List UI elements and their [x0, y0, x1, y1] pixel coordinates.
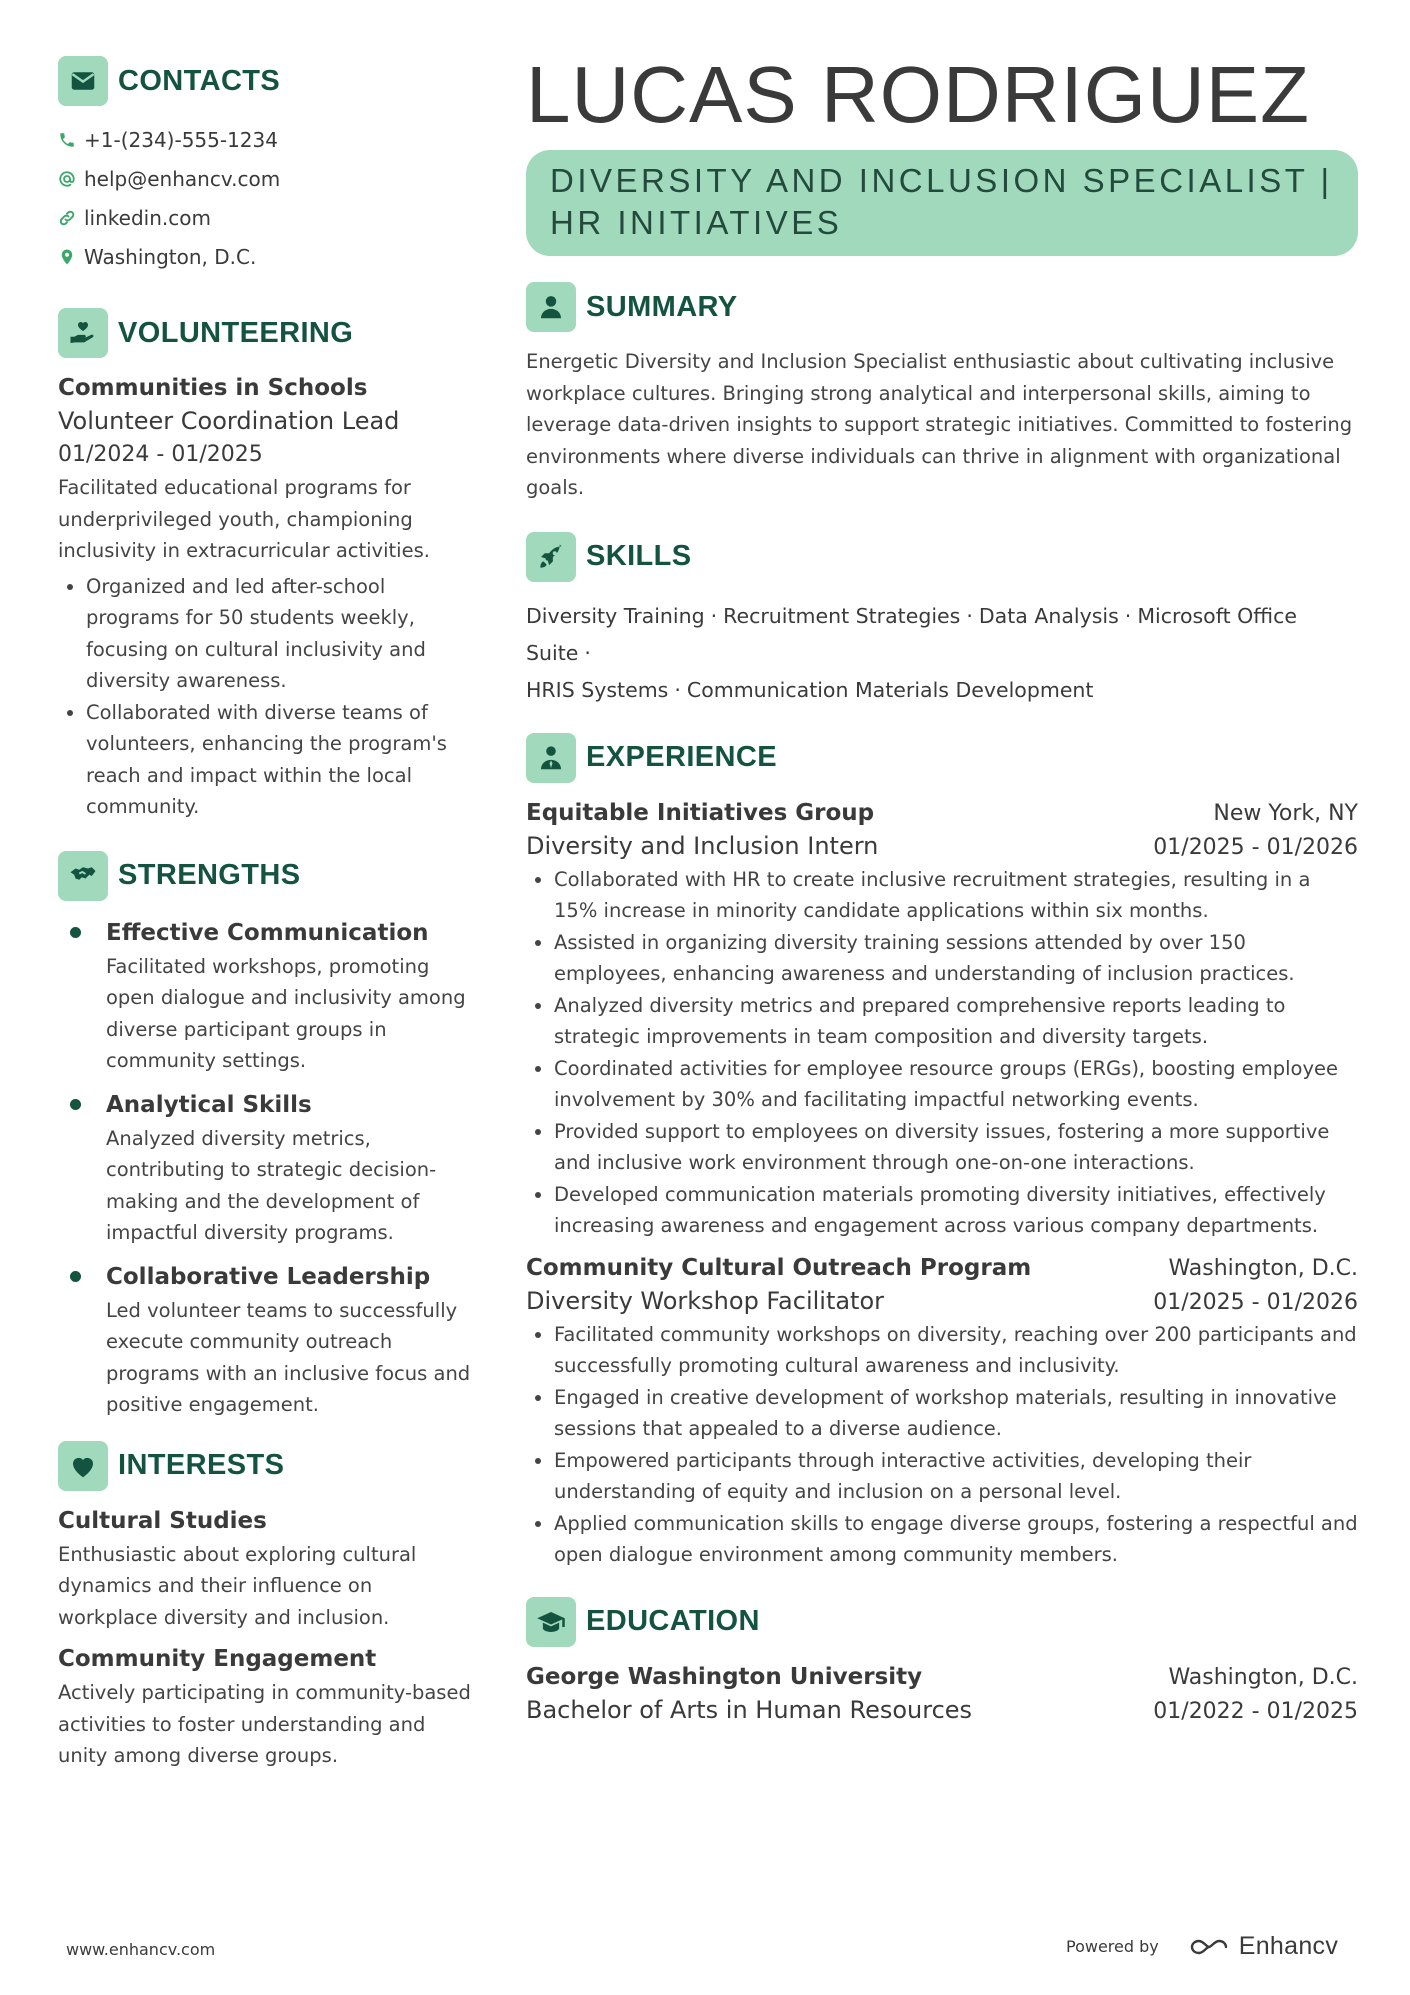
strengths-header — [58, 851, 478, 901]
contact-email-text: help@enhancv.com — [84, 166, 281, 191]
interests-header — [58, 1441, 478, 1491]
interest-item — [58, 1505, 478, 1634]
user-icon — [526, 282, 576, 332]
job-bullets — [526, 1319, 1358, 1571]
contact-list — [58, 120, 478, 276]
strength-desc: Facilitated workshops, promoting open dialogue and inclusivity among diverse participant groups in community settings. — [106, 954, 466, 1072]
job-bullets — [526, 864, 1358, 1242]
list-item: Organized and led after-school programs for 50 students weekly, focusing on cultural inclusivity and diversity awareness. — [58, 571, 478, 697]
hand-heart-icon — [58, 308, 108, 358]
volunteering-header — [58, 308, 478, 358]
bullet-dot — [70, 1099, 81, 1110]
strength-item — [58, 1087, 478, 1249]
contacts-section — [58, 56, 478, 276]
contact-phone[interactable] — [58, 120, 478, 159]
interest-item — [58, 1643, 478, 1772]
skill-item: HRIS Systems — [526, 677, 669, 702]
skills-section — [526, 532, 1358, 709]
skill-item: Data Analysis — [978, 603, 1119, 628]
summary-section — [526, 282, 1358, 504]
contact-location — [58, 237, 478, 276]
list-item: Analyzed diversity metrics and prepared comprehensive reports leading to strategic improvements in team composition and diversity targets. — [526, 990, 1358, 1053]
skills-header — [526, 532, 1358, 582]
contacts-header — [58, 56, 478, 106]
experience-section — [526, 733, 1358, 1571]
education-degree: Bachelor of Arts in Human Resources — [526, 1695, 973, 1724]
summary-text: Energetic Diversity and Inclusion Specialist enthusiastic about cultivating inclusive workplace cultures. Bringing strong analytical and interpersonal skills, aiming to leverage data-driven insights to support strategic initiatives. Committed to fostering environments where diverse individuals can thrive in alignment with organizational goals. — [526, 350, 1353, 499]
list-item: Collaborated with diverse teams of volunteers, enhancing the program's reach and impact within the local community. — [58, 697, 478, 823]
contacts-title: CONTACTS — [118, 64, 281, 97]
strengths-list — [58, 915, 478, 1421]
brand-name: Enhancv — [1238, 1932, 1339, 1960]
contact-email[interactable] — [58, 159, 478, 198]
skill-item: Microsoft Office Suite — [526, 603, 1297, 665]
skills-title: SKILLS — [586, 540, 692, 572]
link-icon — [58, 209, 84, 227]
skill-item: Diversity Training — [526, 603, 705, 628]
summary-title: SUMMARY — [586, 290, 738, 323]
experience-title: EXPERIENCE — [586, 741, 777, 773]
education-section — [526, 1597, 1358, 1728]
strength-title: Collaborative Leadership — [106, 1263, 431, 1290]
volunteer-org: Communities in Schools — [58, 375, 368, 401]
interest-title: Community Engagement — [58, 1646, 377, 1672]
strength-title: Analytical Skills — [106, 1091, 312, 1118]
handshake-icon — [58, 851, 108, 901]
list-item: Assisted in organizing diversity training sessions attended by over 150 employees, enhancing awareness and understanding of inclusion practices. — [526, 927, 1358, 990]
education-entry — [526, 1661, 1358, 1728]
rocket-icon — [526, 532, 576, 582]
interest-title: Cultural Studies — [58, 1507, 267, 1534]
strengths-section — [58, 851, 478, 1421]
education-school: George Washington University — [526, 1663, 923, 1690]
strength-desc: Led volunteer teams to successfully execute community outreach programs with an inclusive focus and positive engagement. — [106, 1298, 471, 1416]
phone-icon — [58, 131, 84, 149]
skill-item: Communication Materials Development — [686, 677, 1094, 702]
list-item: Collaborated with HR to create inclusive recruitment strategies, resulting in a 15% increase in minority candidate applications within six months. — [526, 864, 1358, 927]
left-column — [58, 56, 478, 1772]
strength-item — [58, 1259, 478, 1421]
volunteering-title: VOLUNTEERING — [118, 316, 354, 349]
right-column — [526, 50, 1358, 1728]
interests-title: INTERESTS — [118, 1449, 285, 1481]
education-location: Washington, D.C. — [1168, 1664, 1358, 1690]
bullet-dot — [70, 927, 81, 938]
summary-header — [526, 282, 1358, 332]
list-item: Facilitated community workshops on diversity, reaching over 200 participants and successfully promoting cultural awareness and inclusivity. — [526, 1319, 1358, 1382]
job-company: Community Cultural Outreach Program — [526, 1254, 1032, 1281]
education-header — [526, 1597, 1358, 1647]
strength-title: Effective Communication — [106, 919, 429, 946]
graduation-cap-icon — [526, 1597, 576, 1647]
education-title: EDUCATION — [586, 1605, 760, 1637]
volunteer-bullets — [58, 571, 478, 823]
job-company: Equitable Initiatives Group — [526, 799, 875, 826]
list-item: Developed communication materials promoting diversity initiatives, effectively increasing awareness and engagement across various company departments. — [526, 1179, 1358, 1242]
list-item: Engaged in creative development of workshop materials, resulting in innovative sessions that appealed to a diverse audience. — [526, 1382, 1358, 1445]
volunteer-role: Volunteer Coordination Lead — [58, 407, 400, 435]
enhancv-logo-icon — [1185, 1935, 1233, 1959]
list-item: Applied communication skills to engage diverse groups, fostering a respectful and open dialogue environment among community members. — [526, 1508, 1358, 1571]
job-entry — [526, 1252, 1358, 1571]
headline-banner — [526, 150, 1358, 256]
job-role: Diversity Workshop Facilitator — [526, 1286, 885, 1315]
education-dates: 01/2022 - 01/2025 — [1153, 1698, 1358, 1724]
volunteer-description: Facilitated educational programs for underprivileged youth, championing inclusivity in extracurricular activities. — [58, 476, 430, 562]
footer-branding[interactable] — [1066, 1932, 1338, 1961]
experience-header — [526, 733, 1358, 783]
location-icon — [58, 248, 84, 266]
strength-desc: Analyzed diversity metrics, contributing to strategic decision-making and the development of impactful diversity programs. — [106, 1126, 437, 1244]
contact-linkedin-text: linkedin.com — [84, 205, 211, 230]
at-icon — [58, 170, 84, 188]
job-role: Diversity and Inclusion Intern — [526, 831, 879, 860]
envelope-icon — [58, 56, 108, 106]
contact-linkedin[interactable] — [58, 198, 478, 237]
job-location: Washington, D.C. — [1168, 1255, 1358, 1281]
interests-list — [58, 1505, 478, 1772]
headline-text: DIVERSITY AND INCLUSION SPECIALIST | HR INITIATIVES — [550, 162, 1333, 241]
skill-item: Recruitment Strategies — [723, 603, 961, 628]
candidate-name: LUCAS RODRIGUEZ — [526, 50, 1310, 139]
strength-item — [58, 915, 478, 1077]
list-item: Empowered participants through interactive activities, developing their understanding of equity and inclusion on a personal level. — [526, 1445, 1358, 1508]
job-entry — [526, 797, 1358, 1242]
powered-by-text: Powered by — [1066, 1937, 1159, 1956]
volunteering-section — [58, 308, 478, 823]
skills-list: Diversity Training · Recruitment Strategies · Data Analysis · Microsoft Office Suite · HRIS Systems · Communication Materials Development — [526, 603, 1297, 702]
job-dates: 01/2025 - 01/2026 — [1153, 1289, 1358, 1315]
interest-desc: Enthusiastic about exploring cultural dynamics and their influence on workplace diversity and inclusion. — [58, 1542, 417, 1629]
footer-website[interactable]: www.enhancv.com — [66, 1940, 216, 1959]
heart-icon — [58, 1441, 108, 1491]
bullet-dot — [70, 1271, 81, 1282]
interests-section — [58, 1441, 478, 1772]
contact-location-text: Washington, D.C. — [84, 244, 257, 269]
list-item: Coordinated activities for employee resource groups (ERGs), boosting employee involvement by 30% and facilitating impactful networking events. — [526, 1053, 1358, 1116]
briefcase-user-icon — [526, 733, 576, 783]
interest-desc: Actively participating in community-based activities to foster understanding and unity among diverse groups. — [58, 1681, 471, 1767]
job-location: New York, NY — [1213, 800, 1358, 826]
volunteering-entry — [58, 372, 478, 823]
volunteer-dates: 01/2024 - 01/2025 — [58, 442, 263, 467]
strengths-title: STRENGTHS — [118, 859, 301, 891]
list-item: Provided support to employees on diversity issues, fostering a more supportive and inclusive work environment through one-on-one interactions. — [526, 1116, 1358, 1179]
contact-phone-text: +1-(234)-555-1234 — [84, 127, 278, 152]
job-dates: 01/2025 - 01/2026 — [1153, 834, 1358, 860]
